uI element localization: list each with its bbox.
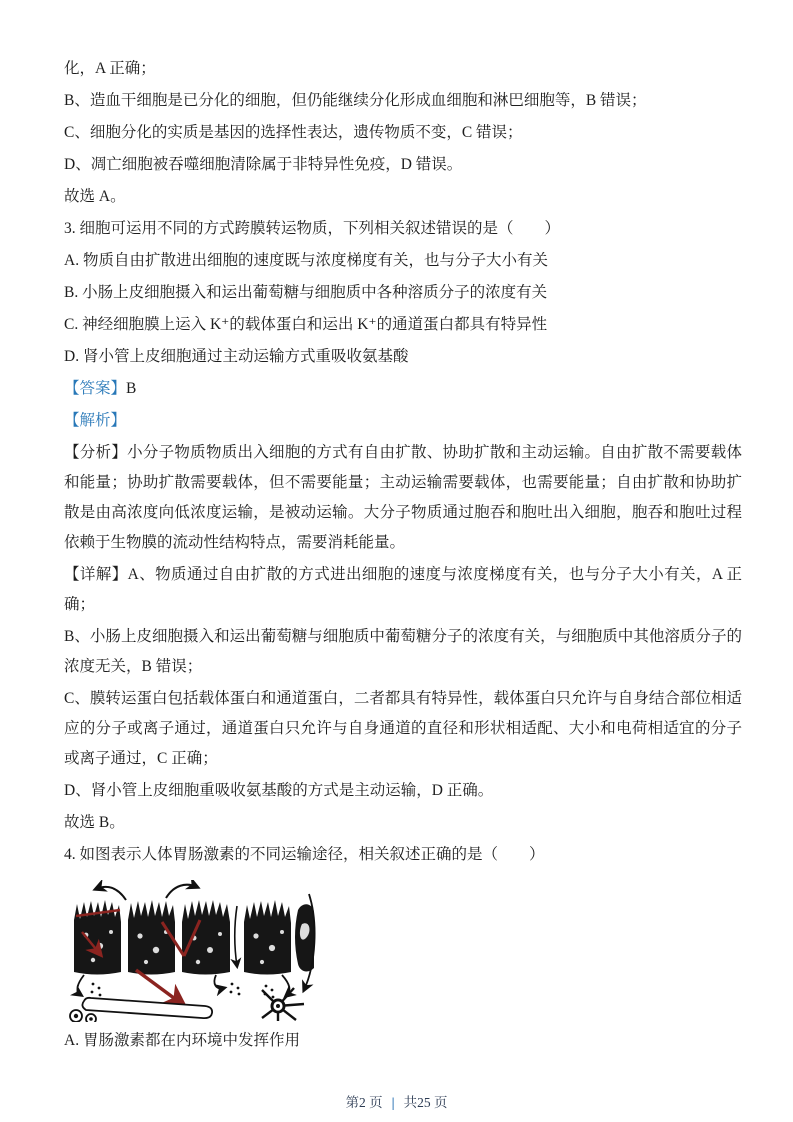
detail-paragraph-b: B、小肠上皮细胞摄入和运出葡萄糖与细胞质中葡萄糖分子的浓度有关，与细胞质中其他溶质分子的浓度无关，B 错误；	[64, 628, 742, 675]
answer-value: B	[126, 380, 137, 397]
prev-explanation-line: B、造血干细胞是已分化的细胞，但仍能继续分化形成血细胞和淋巴细胞等，B 错误；	[64, 92, 647, 109]
secreted-granules	[91, 983, 275, 1001]
prev-conclusion: 故选 A。	[64, 188, 126, 205]
neuron	[262, 988, 304, 1021]
detail-paragraph-d: D、肾小管上皮细胞重吸收氨基酸的方式是主动运输，D 正确。	[64, 782, 494, 799]
capillary	[82, 998, 212, 1018]
paracellular-arrow	[235, 906, 237, 966]
detail-paragraph-c: C、膜转运蛋白包括载体蛋白和通道蛋白，二者都具有特异性，载体蛋白只允许与自身结合部位相适应的分子或离子通过，通道蛋白只允许与自身通道的直径和形状相适配、大小和电荷相适宜的分子或离子通过，C 正确；	[64, 690, 742, 767]
question3-conclusion: 故选 B。	[64, 814, 125, 831]
explanation-label-line	[64, 406, 742, 436]
question3-option-b: B. 小肠上皮细胞摄入和运出葡萄糖与细胞质中各种溶质分子的浓度有关	[64, 284, 548, 301]
footer-separator: |	[391, 1095, 395, 1110]
cell-2	[128, 900, 175, 975]
question3-stem: 3. 细胞可运用不同的方式跨膜转运物质，下列相关叙述错误的是（ ）	[64, 220, 561, 237]
prev-explanation-line: D、凋亡细胞被吞噬细胞清除属于非特异性免疫，D 错误。	[64, 156, 463, 173]
cell-3	[182, 900, 230, 975]
question3-option-d: D. 肾小管上皮细胞通过主动运输方式重吸收氨基酸	[64, 348, 409, 365]
prev-explanation-line: C、细胞分化的实质是基因的选择性表达，遗传物质不变，C 错误；	[64, 124, 523, 141]
analysis-label: 【分析】	[64, 444, 128, 461]
question4-option-a: A. 胃肠激素都在内环境中发挥作用	[64, 1032, 300, 1049]
cell-4	[244, 900, 291, 975]
gut-hormone-pathway-diagram	[66, 880, 316, 1022]
apical-arrow-right	[166, 885, 197, 898]
answer-label: 【答案】	[64, 380, 127, 397]
basal-arrow-left	[77, 975, 84, 995]
question3-option-a: A. 物质自由扩散进出细胞的速度既与浓度梯度有关，也与分子大小有关	[64, 252, 548, 269]
page-footer	[0, 1091, 793, 1111]
apical-arrow-left	[96, 887, 126, 900]
detail-paragraph-a	[64, 560, 742, 620]
answer-line	[64, 374, 742, 404]
page-content	[64, 54, 742, 1058]
basal-arrow-middle	[214, 975, 224, 988]
footer-total-pages: 共25 页	[403, 1095, 448, 1110]
analysis-paragraph	[64, 438, 742, 558]
footer-page-number: 第2 页	[345, 1095, 383, 1110]
detail-label: 【详解】	[64, 566, 128, 583]
explanation-label: 【解析】	[64, 412, 127, 429]
question4-stem: 4. 如图表示人体胃肠激素的不同运输途径，相关叙述正确的是（ ）	[64, 846, 545, 863]
prev-explanation-line: 化，A 正确；	[64, 60, 156, 77]
detail-text-a: A、物质通过自由扩散的方式进出细胞的速度与浓度梯度有关，也与分子大小有关，A 正确；	[64, 566, 742, 613]
analysis-text: 小分子物质物质出入细胞的方式有自由扩散、协助扩散和主动运输。自由扩散不需要载体和能量；协助扩散需要载体，但不需要能量；主动运输需要载体，也需要能量；自由扩散和协助扩散是由高浓度向低浓度运输，是被动运输。大分子物质通过胞吞和胞吐出入细胞，胞吞和胞吐过程依赖于生物膜的流动性结构特点，需要消耗能量。	[64, 444, 742, 551]
question4-figure	[66, 880, 316, 1022]
question3-option-c: C. 神经细胞膜上运入 K⁺的载体蛋白和运出 K⁺的通道蛋白都具有特异性	[64, 316, 548, 333]
